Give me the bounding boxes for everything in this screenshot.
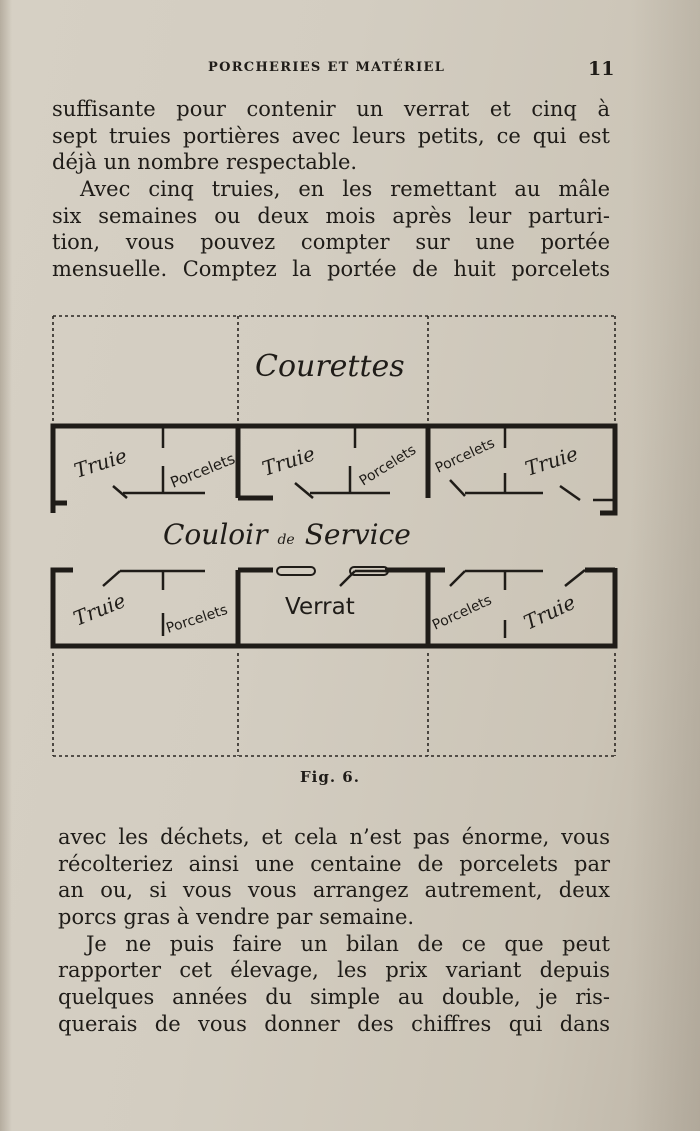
label-truie: Truie <box>259 441 318 481</box>
text-line: Je ne puis faire un bilan de ce que peut <box>86 931 610 956</box>
text-line: avec les déchets, et cela n’est pas énorme, vous <box>58 825 610 849</box>
text-line: récolteriez ainsi une centaine de porcelets par <box>58 851 610 876</box>
label-truie: Truie <box>71 443 130 483</box>
text-line: porcs gras à vendre par semaine. <box>58 905 415 930</box>
text-line: querais de vous donner des chiffres qui dans <box>58 1011 610 1036</box>
label-porcelets: Porcelets <box>429 592 495 634</box>
label-truie: Truie <box>519 589 580 635</box>
figure-pigsty-plan <box>45 308 625 763</box>
text-line: rapporter cet élevage, les prix variant depuis <box>58 958 610 983</box>
svg-text:CouloirdeService <box>163 518 411 551</box>
text-line: an ou, si vous vous arrangez autrement, deux <box>58 878 610 903</box>
label-de: de <box>277 532 295 548</box>
page-number: 11 <box>588 58 615 80</box>
label-truie: Truie <box>69 588 129 631</box>
figure-caption: Fig. 6. <box>300 768 360 786</box>
text-line: déjà un nombre respectable. <box>52 150 358 175</box>
label-porcelets: Porcelets <box>356 442 420 490</box>
paragraph-top <box>52 96 610 283</box>
label-porcelets: Porcelets <box>432 435 498 477</box>
label-truie: Truie <box>522 441 581 481</box>
text-line: six semaines ou deux mois après leur parturi- <box>52 203 610 228</box>
text-line: tion, vous pouvez compter sur une portée <box>52 230 610 255</box>
running-title: PORCHERIES ET MATÉRIEL <box>208 60 446 75</box>
text-line: mensuelle. Comptez la portée de huit porcelets <box>52 257 610 282</box>
label-porcelets: Porcelets <box>164 601 230 637</box>
page-header <box>0 58 700 82</box>
label-verrat: Verrat <box>285 594 355 620</box>
page-edge-shading <box>630 0 700 1131</box>
pigsty-floor-plan <box>45 308 625 763</box>
text-line: quelques années du simple au double, je ris- <box>58 985 610 1010</box>
label-service: Service <box>304 518 411 551</box>
text-line: sept truies portières avec leurs petits, ce qui est <box>52 123 610 148</box>
label-porcelets: Porcelets <box>167 449 238 492</box>
label-couloir: Couloir <box>163 518 268 551</box>
courettes-bottom-outline <box>53 653 615 756</box>
text-line: suffisante pour contenir un verrat et cinq à <box>52 97 610 121</box>
text-line: Avec cinq truies, en les remettant au mâle <box>80 177 610 202</box>
paragraph-bottom <box>58 824 610 1038</box>
label-courettes: Courettes <box>255 349 405 384</box>
page-gutter-shadow <box>0 0 12 1131</box>
